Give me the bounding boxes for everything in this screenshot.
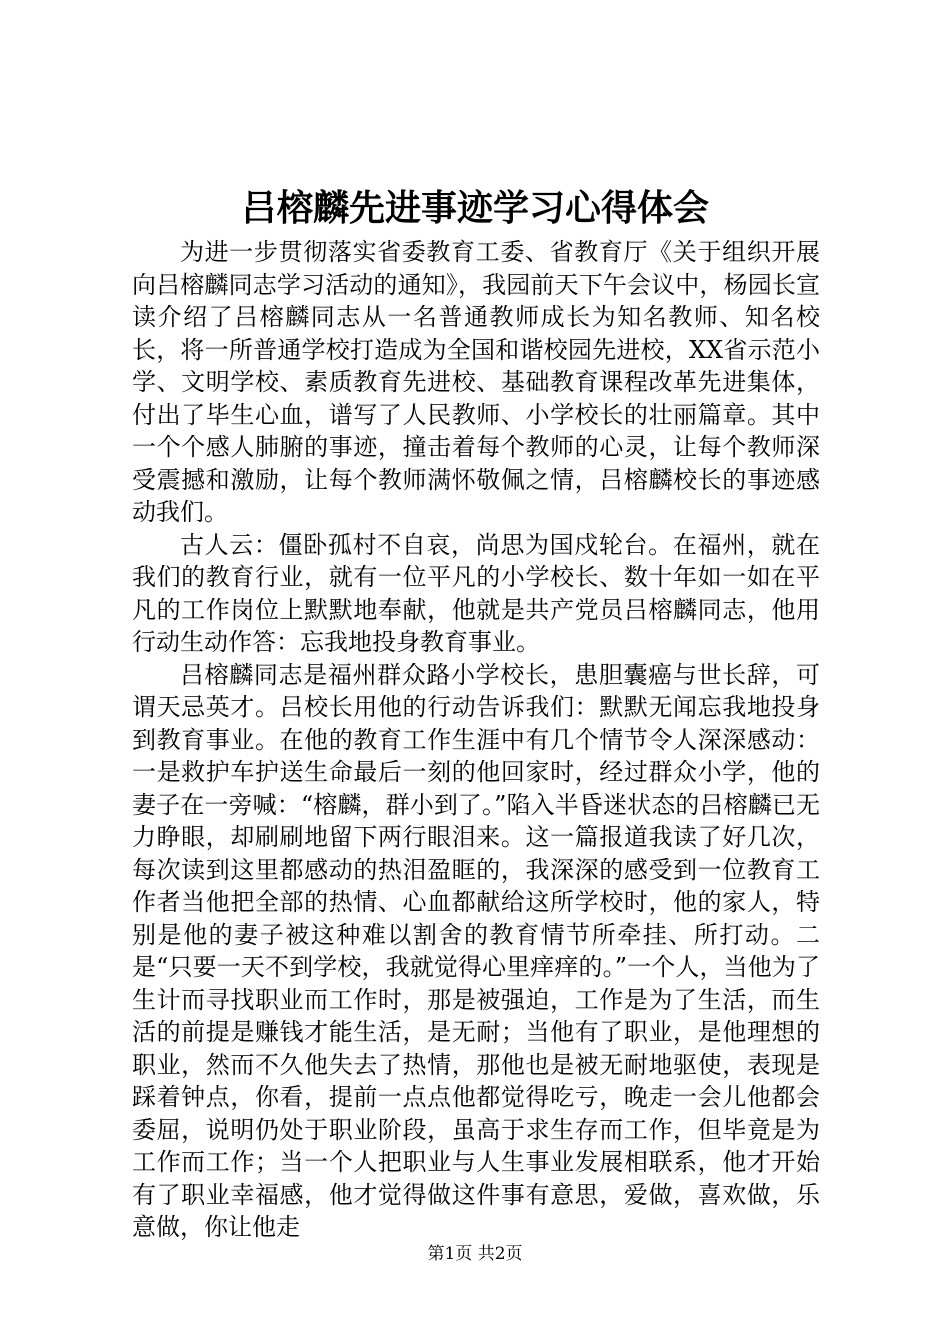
- page-footer: 第1页 共2页: [427, 1244, 523, 1264]
- document-body: [132, 236, 820, 1244]
- document-title: 吕榕麟先进事迹学习心得体会: [240, 187, 709, 229]
- paragraph-1: 为进一步贯彻落实省委教育工委、省教育厅《关于组织开展向吕榕麟同志学习活动的通知》，我园前天下午会议中，杨园长宣读介绍了吕榕麟同志从一名普通教师成长为知名教师、知名校长，将一所普通学校打造成为全国和谐校园先进校，XX省示范小学、文明学校、素质教育先进校、基础教育课程改革先进集体，付出了毕生心血，谱写了人民教师、小学校长的壮丽篇章。其中一个个感人肺腑的事迹，撞击着每个教师的心灵，让每个教师深受震撼和激励，让每个教师满怀敬佩之情，吕榕麟校长的事迹感动我们。: [132, 238, 820, 526]
- paragraph-3: 吕榕麟同志是福州群众路小学校长，患胆囊癌与世长辞，可谓天忌英才。吕校长用他的行动告诉我们：默默无闻忘我地投身到教育事业。在他的教育工作生涯中有几个情节令人深深感动：一是救护车护送生命最后一刻的他回家时，经过群众小学，他的妻子在一旁喊：“榕麟，群小到了。”陷入半昏迷状态的吕榕麟已无力睁眼，却刷刷地留下两行眼泪来。这一篇报道我读了好几次，每次读到这里都感动的热泪盈眶的，我深深的感受到一位教育工作者当他把全部的热情、心血都献给这所学校时，他的家人，特别是他的妻子被这种难以割舍的教育情节所牵挂、所打动。二是“只要一天不到学校，我就觉得心里痒痒的。”一个人，当他为了生计而寻找职业而工作时，那是被强迫，工作是为了生活，而生活的前提是赚钱才能生活，是无耐；当他有了职业，是他理想的职业，然而不久他失去了热情，那他也是被无耐地驱使，表现是踩着钟点，你看，提前一点点他都觉得吃亏，晚走一会儿他都会委屈，说明仍处于职业阶段，虽高于求生存而工作，但毕竟是为工作而工作；当一个人把职业与人生事业发展相联系，他才开始有了职业幸福感，他才觉得做这件事有意思，爱做，喜欢做，乐意做，你让他走: [132, 660, 820, 1241]
- paragraph-2: 古人云：僵卧孤村不自哀，尚思为国戍轮台。在福州，就在我们的教育行业，就有一位平凡的小学校长、数十年如一如在平凡的工作岗位上默默地奉献，他就是共产党员吕榕麟同志，他用行动生动作答：忘我地投身教育事业。: [132, 530, 820, 656]
